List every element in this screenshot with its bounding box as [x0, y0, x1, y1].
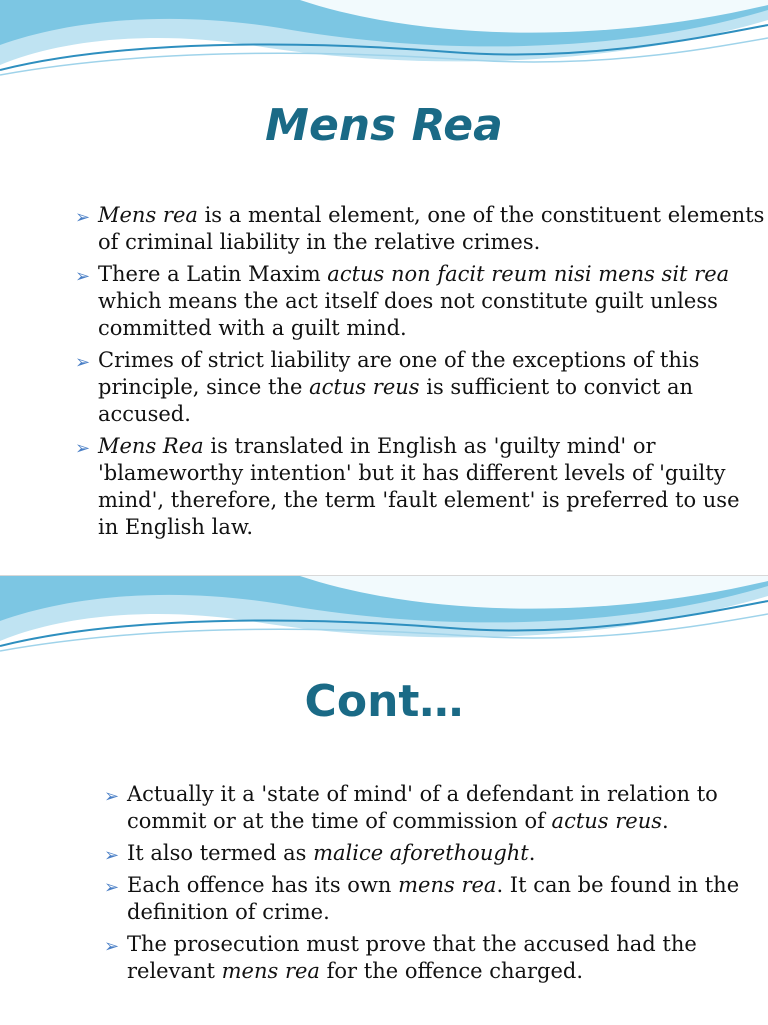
italic-term: mens rea [398, 873, 497, 897]
bullet-text: . [528, 841, 536, 865]
italic-term: actus non facit reum nisi mens sit rea [327, 262, 730, 286]
bullet-text: is sufficient to convict an accused. [98, 375, 694, 426]
bullet-text: There a Latin Maxim [98, 262, 328, 286]
bullet-item [104, 781, 754, 835]
bullet-item [75, 261, 765, 342]
slide-title: Mens Rea [265, 100, 503, 151]
bullet-item [75, 347, 765, 428]
bullet-text: . [662, 809, 669, 833]
italic-term: Mens Rea [98, 434, 204, 458]
bullet-arrow-icon: ➢ [104, 936, 120, 957]
italic-term: actus reus [551, 809, 663, 833]
bullet-arrow-icon: ➢ [75, 352, 91, 373]
bullet-arrow-icon: ➢ [75, 266, 91, 287]
bullet-arrow-icon: ➢ [75, 207, 91, 228]
header-wave-decoration [0, 0, 768, 90]
bullet-list [104, 781, 754, 990]
bullet-text: . It can be found in the definition of crime. [127, 873, 740, 924]
bullet-text: It also termed as [127, 841, 314, 865]
bullet-list [75, 202, 765, 546]
bullet-item [104, 872, 754, 926]
bullet-item [75, 433, 765, 541]
italic-term: mens rea [221, 959, 320, 983]
italic-term: malice aforethought [313, 841, 529, 865]
slide-title: Cont… [304, 676, 464, 727]
bullet-text: which means the act itself does not constitute guilt unless committed with a guilt mind. [98, 289, 718, 340]
bullet-arrow-icon: ➢ [104, 877, 120, 898]
slide-2 [0, 575, 768, 1025]
bullet-arrow-icon: ➢ [104, 786, 120, 807]
bullet-text: Actually it a 'state of mind' of a defendant in relation to commit or at the time of commission of [127, 782, 718, 833]
bullet-text: Each offence has its own [127, 873, 399, 897]
bullet-text: The prosecution must prove that the accused had the relevant [127, 932, 697, 983]
bullet-text: Crimes of strict liability are one of the exceptions of this principle, since the [98, 348, 700, 399]
italic-term: Mens rea [98, 203, 198, 227]
bullet-text: is a mental element, one of the constituent elements of criminal liability in the relative crimes. [98, 203, 765, 254]
bullet-arrow-icon: ➢ [104, 845, 120, 866]
bullet-item [75, 202, 765, 256]
bullet-item [104, 840, 754, 867]
bullet-text: is translated in English as 'guilty mind' or 'blameworthy intention' but it has different levels of 'guilty mind', therefore, the term 'fault element' is preferred to use in English law. [98, 434, 740, 539]
header-wave-decoration [0, 576, 768, 666]
bullet-arrow-icon: ➢ [75, 438, 91, 459]
bullet-text: for the offence charged. [319, 959, 584, 983]
bullet-item [104, 931, 754, 985]
italic-term: actus reus [309, 375, 420, 399]
